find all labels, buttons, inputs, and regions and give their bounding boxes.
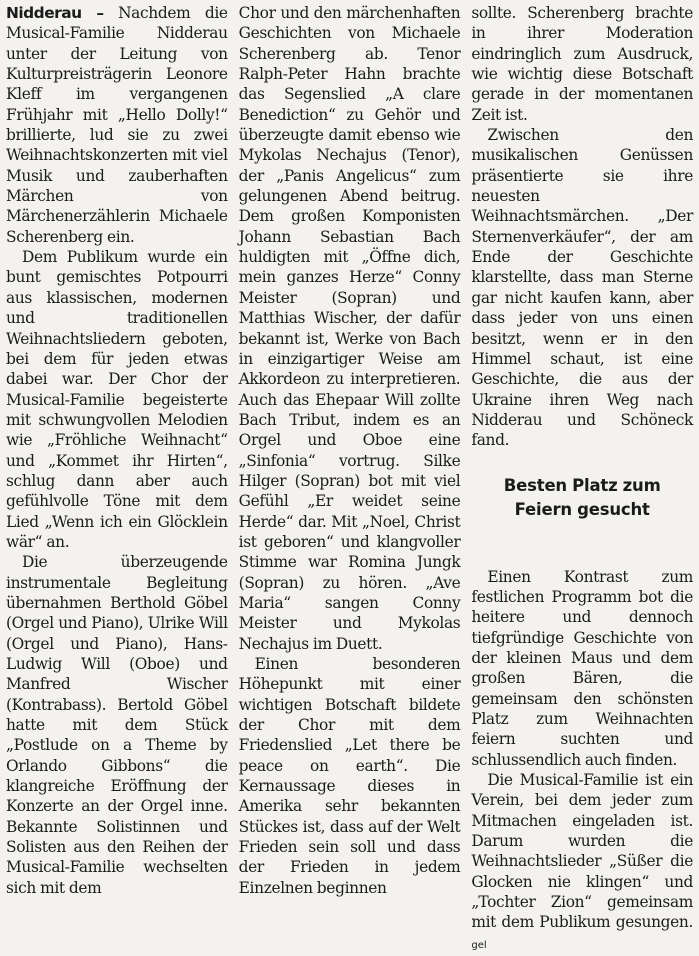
- paragraph: Chor und den märchenhaften Geschichten von Michaele Scherenberg ab. Tenor Ralph-Peter Hahn brachte das Segenslied „A clare Benediction“ zu Gehör und überzeugte damit ebenso wie Mykolas Nechajus (Tenor), der „Panis Angelicus“ zum gelungenen Abend beitrug. Dem großen Komponisten Johann Sebastian Bach huldigten mit „Öffne dich, mein ganzes Herze“ Conny Meister (Sopran) und Matthias Wischer, der dafür bekannt ist, Werke von Bach in einzigartiger Weise am Akkordeon zu interpretieren. Auch das Ehepaar Will zollte Bach Tribut, indem es an Orgel und Oboe eine „Sinfonia“ vortrug. Silke Hilger (Sopran) bot mit viel Gefühl „Er weidet seine Herde“ dar. Mit „Noel, Christ ist geboren“ und klangvoller Stimme war Romina Jungk (Sopran) zu hören. „Ave Maria“ sangen Conny Meister und Mykolas Nechajus im Duett.: [238, 4, 461, 653]
- paragraph: Die überzeugende instrumentale Begleitung übernahmen Berthold Göbel (Orgel und Piano), Ulrike Will (Orgel und Piano), Hans-Ludwig Will (Oboe) und Manfred Wischer (Kontrabass). Bertold Göbel hatte mit dem Stück „Postlude on a Theme by Orlando Gibbons“ die klangreiche Eröffnung der Konzerte an der Orgel inne. Bekannte Solistinnen und Solisten aus den Reihen der Musical-Familie wechselten sich mit dem: [6, 553, 228, 897]
- paragraph: [6, 3, 228, 247]
- subheading: [471, 474, 693, 522]
- author-signature: gel: [471, 939, 487, 951]
- paragraph: [471, 770, 693, 956]
- paragraph: Zwischen den musikalischen Genüssen präsentierte sie ihre neuesten Weihnachtsmärchen. „Der Sternenverkäufer“, der am Ende der Geschichte klarstellte, dass man Sterne gar nicht kaufen kann, aber dass jeder von uns einen besitzt, wenn er in den Himmel schaut, ist eine Geschichte, die aus der Ukraine ihren Weg nach Nidderau und Schöneck fand.: [471, 126, 694, 450]
- paragraph: Einen besonderen Höhepunkt mit einer wichtigen Botschaft bildete der Chor mit dem Friedenslied „Let there be peace on earth“. Die Kernaussage dieses in Amerika sehr bekannten Stückes ist, dass auf der Welt Frieden sein soll und dass der Frieden in jedem Einzelnen beginnen: [238, 655, 461, 897]
- subheading-line-2: Feiern gesucht: [514, 499, 650, 519]
- paragraph-text: Nachdem die Musical-Familie Nidderau unter der Leitung von Kulturpreisträgerin Leonore Kleff im vergangenen Frühjahr mit „Hello Dolly!“ brillierte, lud sie zu zwei Weihnachtskonzerten mit viel Musik und zauberhaften Märchen von Märchenerzählerin Michaele Scherenberg ein.: [6, 4, 228, 246]
- paragraph: sollte. Scherenberg brachte in ihrer Moderation eindringlich zum Ausdruck, wie wichtig diese Botschaft gerade in der momentanen Zeit ist.: [471, 4, 694, 124]
- subheading-line-1: Besten Platz zum: [503, 475, 661, 495]
- paragraph-text: Die Musical-Familie ist ein Verein, bei dem jeder zum Mitmachen eingeladen ist. Darum wurden die Weihnachtslieder „Süßer die Glocken nie klingen“ und „Tochter Zion“ gemeinsam mit dem Publikum gesungen.: [471, 771, 694, 932]
- article-column-3: [471, 3, 694, 951]
- article-column-1: [6, 3, 228, 897]
- paragraph: Dem Publikum wurde ein bunt gemischtes Potpourri aus klassischen, modernen und traditionellen Weihnachtsliedern geboten, bei dem für jeden etwas dabei war. Der Chor der Musical-Familie begeisterte mit schwungvollen Melodien wie „Fröhliche Weihnacht“ und „Kommet ihr Hirten“, schlug dann aber auch gefühlvolle Töne mit dem Lied „Wenn ich ein Glöcklein wär“ an.: [6, 248, 228, 551]
- dateline: Nidderau –: [6, 4, 104, 22]
- article-column-2: [238, 3, 461, 897]
- paragraph: Einen Kontrast zum festlichen Programm bot die heitere und dennoch tiefgründige Geschichte von der kleinen Maus und dem großen Bären, die gemeinsam den schönsten Platz zum Weihnachten feiern suchten und schlussendlich auch finden.: [471, 567, 694, 769]
